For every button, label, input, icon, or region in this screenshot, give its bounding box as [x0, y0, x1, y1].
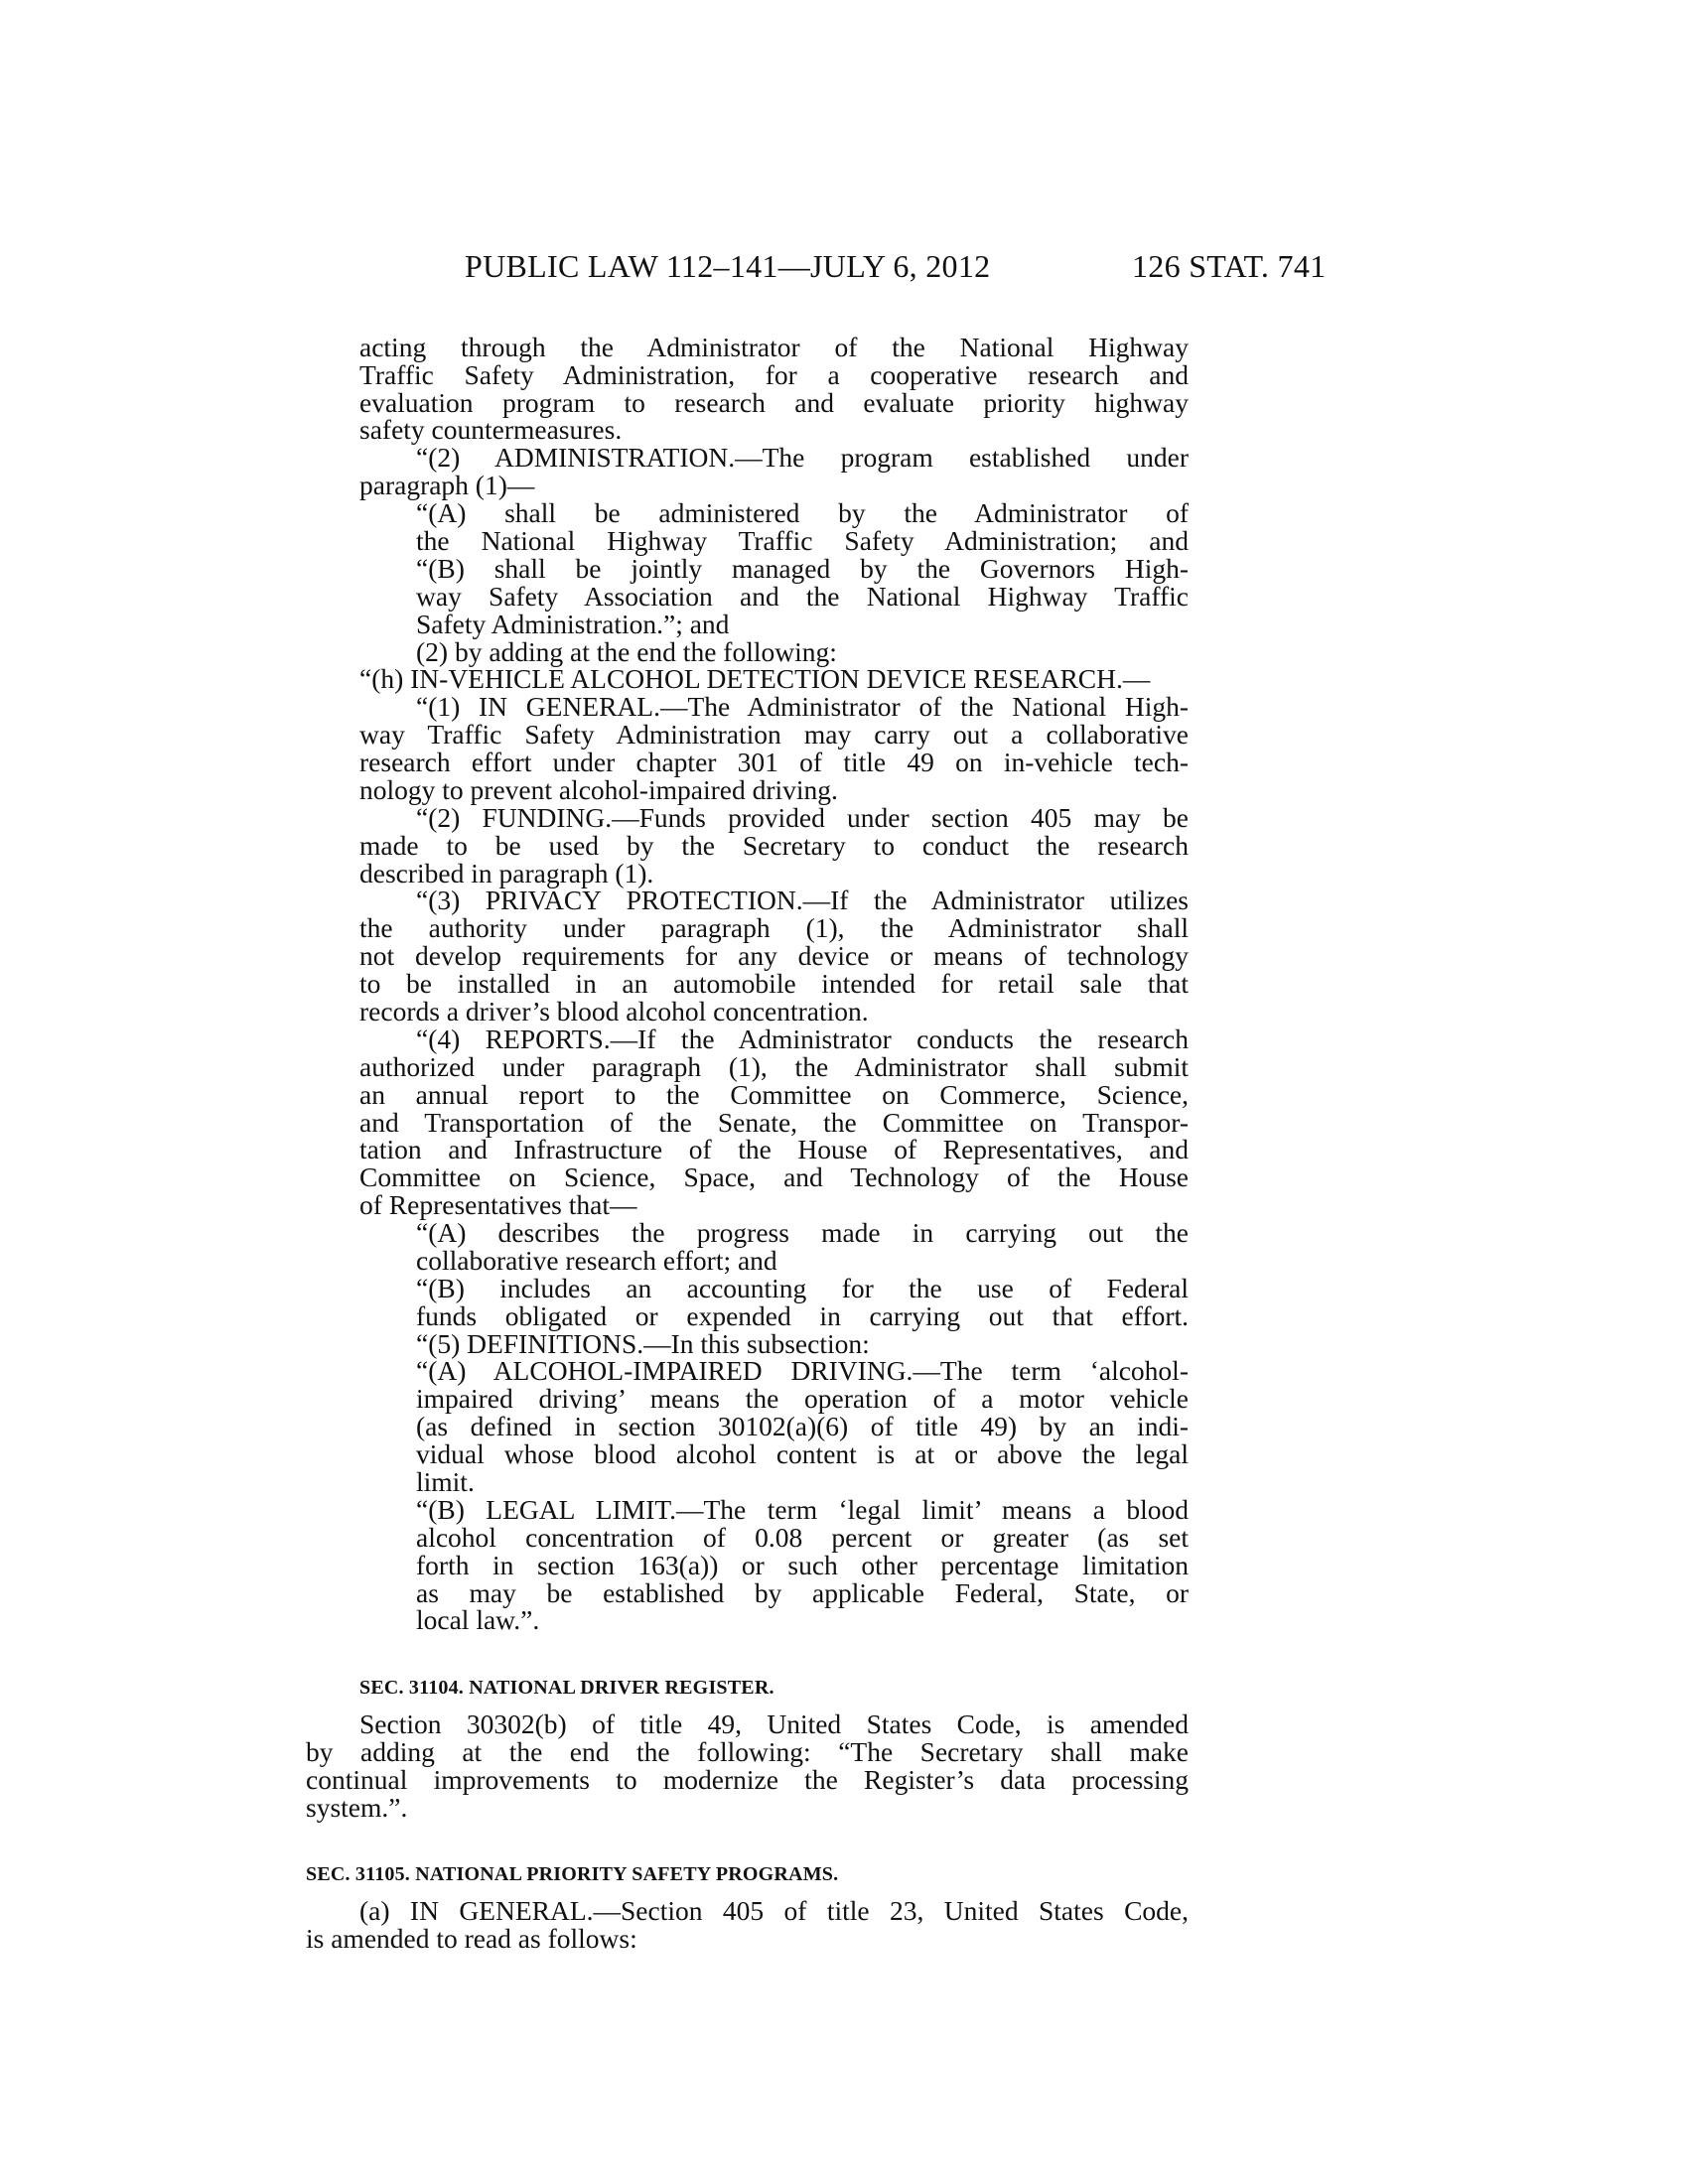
text-line: (as defined in section 30102(a)(6) of title 49) by an indi- — [416, 1411, 1189, 1441]
text-line: “(B) includes an accounting for the use of Federal — [416, 1273, 1189, 1303]
text-line: local law.”. — [416, 1604, 540, 1635]
text-line: is amended to read as follows: — [306, 1923, 637, 1954]
text-line: “(A) shall be administered by the Administrator of — [416, 497, 1189, 528]
text-line: as may be established by applicable Federal, State, or — [416, 1577, 1189, 1608]
text-line: the authority under paragraph (1), the Administrator shall — [359, 912, 1189, 943]
text-line: way Traffic Safety Administration may carry out a collaborative — [359, 719, 1189, 750]
text-line: “(B) LEGAL LIMIT.—The term ‘legal limit’ means a blood — [416, 1494, 1189, 1525]
text-line: authorized under paragraph (1), the Administrator shall submit — [359, 1051, 1189, 1082]
section-heading: SEC. 31104. NATIONAL DRIVER REGISTER. — [359, 1677, 774, 1699]
text-line: records a driver’s blood alcohol concentration. — [359, 996, 869, 1026]
text-line: “(2) ADMINISTRATION.—The program established under — [416, 442, 1189, 473]
section-heading: SEC. 31105. NATIONAL PRIORITY SAFETY PROGRAMS. — [306, 1863, 839, 1885]
text-line: described in paragraph (1). — [359, 858, 654, 888]
text-line: way Safety Association and the National Highway Traffic — [416, 581, 1189, 612]
text-line: “(h) IN-VEHICLE ALCOHOL DETECTION DEVICE RESEARCH.— — [359, 663, 1151, 694]
text-line: alcohol concentration of 0.08 percent or greater (as set — [416, 1522, 1189, 1553]
text-line: forth in section 163(a)) or such other percentage limitation — [416, 1550, 1189, 1580]
text-line: limit. — [416, 1466, 475, 1497]
text-line: “(1) IN GENERAL.—The Administrator of the National High- — [416, 691, 1189, 722]
text-line: research effort under chapter 301 of title 49 on in-vehicle tech- — [359, 747, 1189, 777]
text-line: Committee on Science, Space, and Technology of the House — [359, 1161, 1189, 1192]
text-line: vidual whose blood alcohol content is at or above the legal — [416, 1438, 1189, 1469]
text-line: evaluation program to research and evaluate priority highway — [359, 387, 1189, 418]
text-line: (a) IN GENERAL.—Section 405 of title 23, United States Code, — [359, 1895, 1189, 1926]
text-line: safety countermeasures. — [359, 414, 623, 445]
text-line: not develop requirements for any device or means of technology — [359, 940, 1189, 971]
text-line: by adding at the end the following: “The Secretary shall make — [306, 1736, 1189, 1767]
text-line: funds obligated or expended in carrying out that effort. — [416, 1300, 1189, 1331]
text-line: “(2) FUNDING.—Funds provided under section 405 may be — [416, 802, 1189, 833]
text-line: “(B) shall be jointly managed by the Governors High- — [416, 553, 1189, 584]
running-header-title: PUBLIC LAW 112–141—JULY 6, 2012 — [465, 248, 991, 284]
text-line: impaired driving’ means the operation of a motor vehicle — [416, 1383, 1189, 1414]
text-line: Safety Administration.”; and — [416, 609, 730, 639]
text-line: (2) by adding at the end the following: — [416, 636, 837, 667]
text-line: to be installed in an automobile intended for retail sale that — [359, 968, 1189, 999]
text-line: and Transportation of the Senate, the Committee on Transpor- — [359, 1107, 1189, 1138]
text-line: “(3) PRIVACY PROTECTION.—If the Administrator utilizes — [416, 885, 1189, 915]
text-line: “(4) REPORTS.—If the Administrator conducts the research — [416, 1024, 1189, 1054]
text-line: an annual report to the Committee on Commerce, Science, — [359, 1079, 1189, 1110]
text-line: Section 30302(b) of title 49, United States Code, is amended — [359, 1708, 1189, 1739]
text-line: “(5) DEFINITIONS.—In this subsection: — [416, 1328, 870, 1359]
text-line: tation and Infrastructure of the House of Representatives, and — [359, 1134, 1189, 1164]
text-line: “(A) ALCOHOL-IMPAIRED DRIVING.—The term ‘alcohol- — [416, 1355, 1189, 1386]
text-line: collaborative research effort; and — [416, 1245, 777, 1276]
text-line: the National Highway Traffic Safety Administration; and — [416, 525, 1189, 556]
text-line: paragraph (1)— — [359, 470, 535, 500]
text-line: made to be used by the Secretary to conduct the research — [359, 830, 1189, 861]
text-line: nology to prevent alcohol-impaired driving. — [359, 774, 838, 805]
text-line: “(A) describes the progress made in carrying out the — [416, 1217, 1189, 1248]
text-line: acting through the Administrator of the National Highway — [359, 332, 1189, 362]
text-line: continual improvements to modernize the Register’s data processing — [306, 1764, 1189, 1795]
text-line: system.”. — [306, 1792, 408, 1823]
page-reference: 126 STAT. 741 — [1132, 248, 1327, 284]
text-line: of Representatives that— — [359, 1189, 637, 1220]
text-line: Traffic Safety Administration, for a cooperative research and — [359, 359, 1189, 390]
